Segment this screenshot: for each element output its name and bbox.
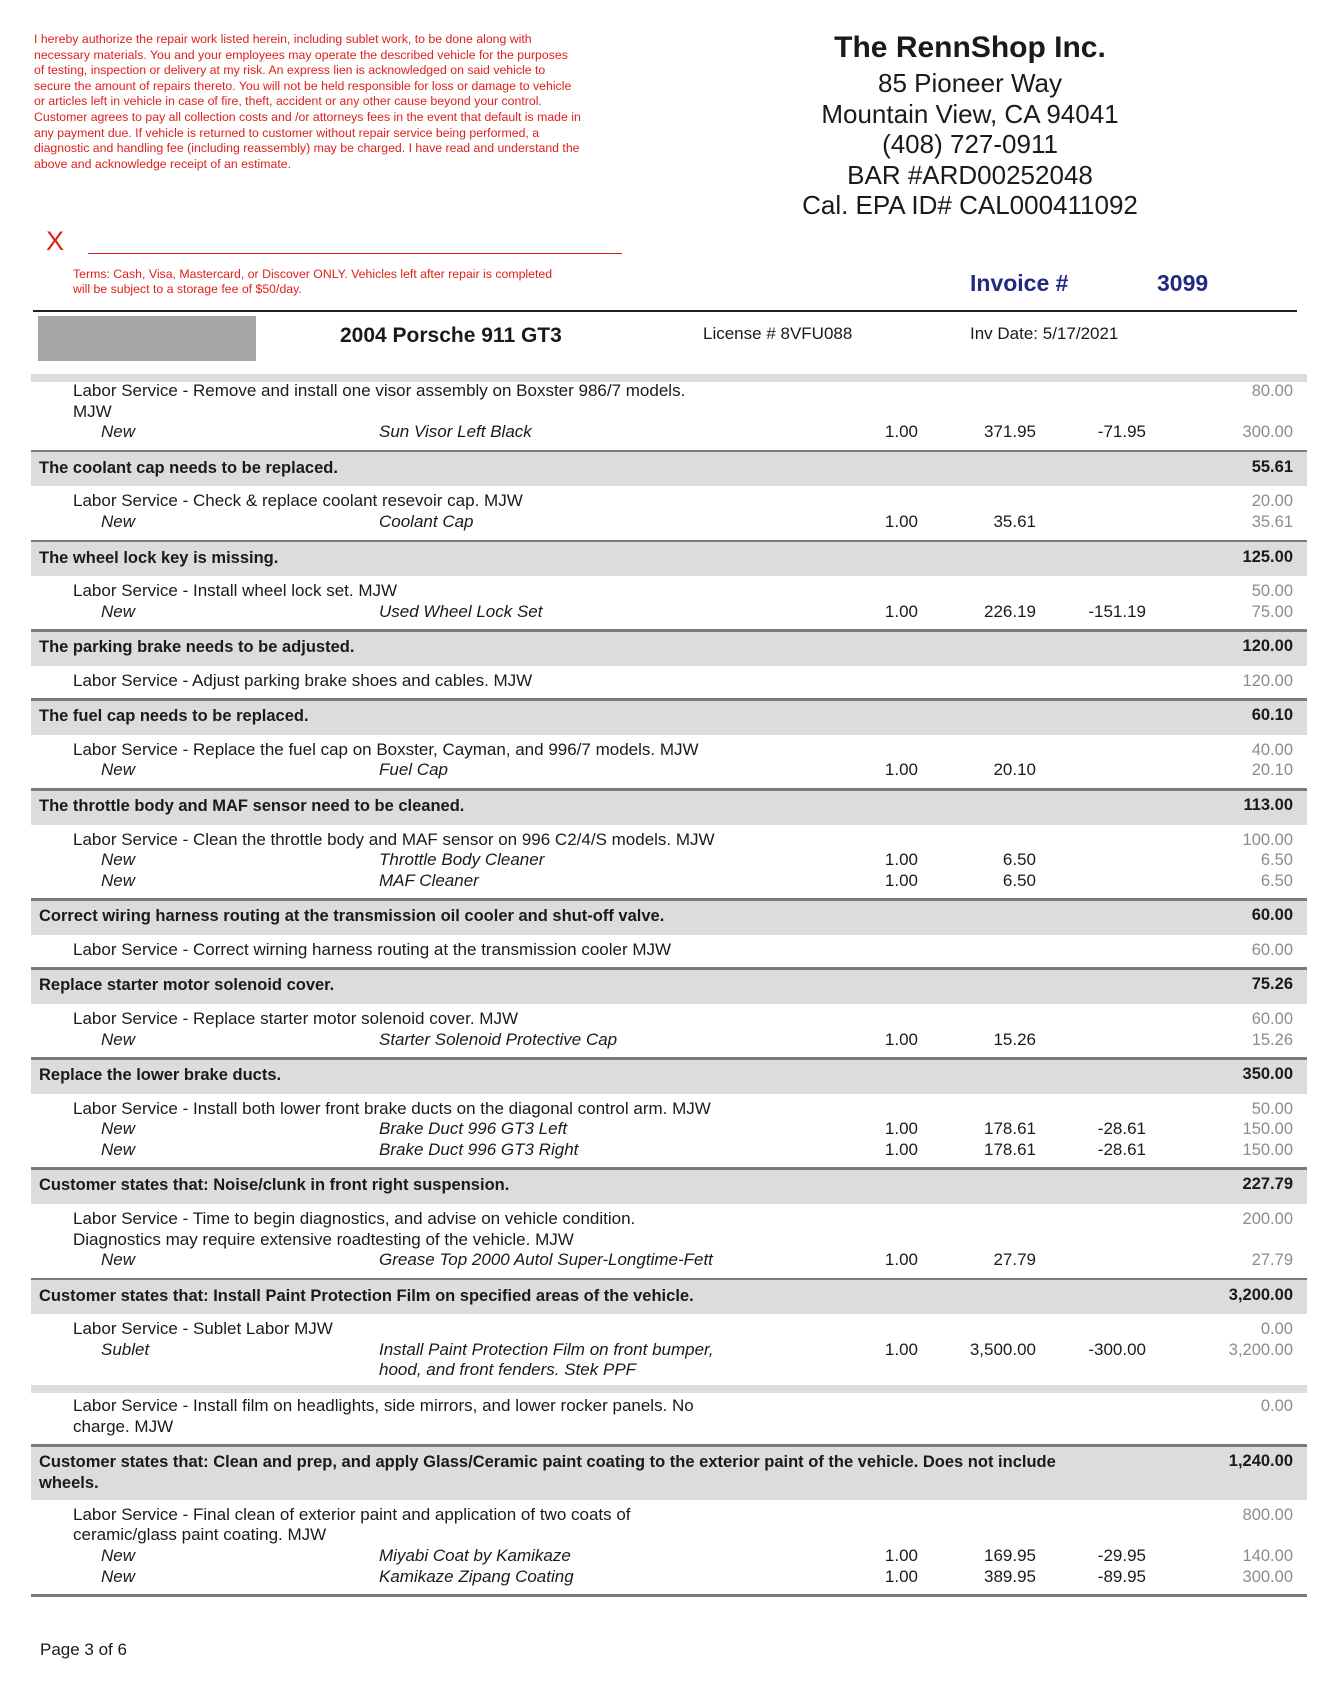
labor-service-line: Labor Service - Final clean of exterior paint and application of two coats of bbox=[73, 1504, 631, 1524]
auth-line: secure the amount of repairs thereto. You will not be held responsible for loss or damage to vehicle bbox=[34, 78, 572, 93]
part-amount: 75.00 bbox=[1251, 602, 1293, 621]
part-amount: 150.00 bbox=[1242, 1120, 1293, 1139]
part-description: Starter Solenoid Protective Cap bbox=[379, 1029, 618, 1049]
part-type: New bbox=[101, 511, 136, 531]
part-description: MAF Cleaner bbox=[379, 870, 479, 890]
section-total: 120.00 bbox=[1242, 637, 1293, 656]
labor-amount: 100.00 bbox=[1242, 830, 1293, 849]
section-total: 227.79 bbox=[1242, 1175, 1293, 1194]
auth-line: I hereby authorize the repair work listed herein, including sublet work, to be done along with bbox=[34, 32, 532, 46]
part-amount: 6.50 bbox=[1260, 871, 1293, 890]
part-price: 178.61 bbox=[984, 1119, 1036, 1139]
company-header bbox=[740, 28, 1200, 221]
part-discount: -300.00 bbox=[1088, 1339, 1146, 1359]
section-total: 75.26 bbox=[1251, 975, 1293, 994]
company-address: 85 Pioneer Way bbox=[877, 68, 1063, 98]
part-price: 6.50 bbox=[1002, 850, 1036, 870]
part-amount: 3,200.00 bbox=[1228, 1340, 1293, 1359]
labor-service-line: ceramic/glass paint coating. MJW bbox=[73, 1525, 327, 1545]
part-description: Throttle Body Cleaner bbox=[379, 850, 545, 870]
part-price: 27.79 bbox=[993, 1250, 1036, 1270]
part-quantity: 1.00 bbox=[884, 1250, 918, 1270]
part-type: New bbox=[101, 422, 136, 442]
page-number: Page 3 of 6 bbox=[40, 1640, 127, 1659]
section-title: Customer states that: Clean and prep, and apply Glass/Ceramic paint coating to the exterior paint of the vehicle. Does not include bbox=[39, 1453, 1056, 1472]
signature-mark: X bbox=[46, 226, 65, 256]
section-title: The throttle body and MAF sensor need to be cleaned. bbox=[39, 797, 465, 815]
section-title: Customer states that: Noise/clunk in front right suspension. bbox=[39, 1176, 510, 1195]
part-quantity: 1.00 bbox=[884, 1566, 918, 1586]
part-type: New bbox=[101, 1250, 136, 1270]
part-quantity: 1.00 bbox=[884, 1139, 918, 1159]
part-discount: -151.19 bbox=[1088, 601, 1146, 621]
labor-service-line: Labor Service - Sublet Labor MJW bbox=[73, 1319, 333, 1339]
part-type: New bbox=[101, 1566, 136, 1586]
part-quantity: 1.00 bbox=[884, 1119, 918, 1139]
labor-service-line: Labor Service - Remove and install one visor assembly on Boxster 986/7 models. bbox=[73, 381, 686, 400]
invoice-date: Inv Date: 5/17/2021 bbox=[970, 324, 1119, 343]
part-discount: -28.61 bbox=[1097, 1119, 1146, 1139]
part-amount: 20.10 bbox=[1251, 761, 1293, 780]
labor-service-line: Labor Service - Install both lower front brake ducts on the diagonal control arm. MJW bbox=[73, 1098, 711, 1118]
labor-service-line: MJW bbox=[73, 401, 112, 421]
section-title: The coolant cap needs to be replaced. bbox=[39, 458, 338, 477]
section-total: 3,200.00 bbox=[1228, 1285, 1293, 1304]
part-amount: 27.79 bbox=[1251, 1251, 1293, 1270]
part-quantity: 1.00 bbox=[884, 1545, 918, 1565]
auth-line: necessary materials. You and your employees may operate the described vehicle for the purposes bbox=[34, 47, 568, 62]
part-quantity: 1.00 bbox=[884, 422, 918, 442]
section-title: The wheel lock key is missing. bbox=[39, 548, 279, 567]
labor-amount: 200.00 bbox=[1242, 1209, 1293, 1228]
auth-line: of testing, inspection or delivery at my risk. An express lien is acknowledged on said vehicle to bbox=[34, 63, 546, 78]
labor-amount: 800.00 bbox=[1242, 1505, 1293, 1524]
company-phone: (408) 727-0911 bbox=[882, 129, 1058, 159]
part-amount: 35.61 bbox=[1251, 512, 1293, 531]
part-amount: 6.50 bbox=[1260, 851, 1293, 870]
auth-line: or articles left in vehicle in case of fire, theft, accident or any other cause beyond your control. bbox=[34, 94, 542, 109]
part-amount: 15.26 bbox=[1251, 1030, 1293, 1049]
labor-amount: 120.00 bbox=[1242, 671, 1293, 690]
labor-service-line: Labor Service - Check & replace coolant resevoir cap. MJW bbox=[73, 491, 523, 511]
company-epa-id: Cal. EPA ID# CAL000411092 bbox=[802, 190, 1138, 220]
labor-service-line: Labor Service - Install film on headlights, side mirrors, and lower rocker panels. No bbox=[73, 1396, 694, 1415]
part-quantity: 1.00 bbox=[884, 760, 918, 780]
company-bar-number: BAR #ARD00252048 bbox=[847, 159, 1093, 190]
part-type: New bbox=[101, 850, 136, 870]
company-name: The RennShop Inc. bbox=[834, 31, 1106, 64]
labor-service-line: charge. MJW bbox=[73, 1416, 174, 1436]
section-total: 60.10 bbox=[1251, 706, 1293, 725]
part-description: Coolant Cap bbox=[379, 511, 474, 531]
labor-amount: 60.00 bbox=[1251, 1009, 1293, 1028]
part-discount: -29.95 bbox=[1097, 1545, 1146, 1565]
signature-line[interactable] bbox=[88, 253, 622, 254]
part-description: Fuel Cap bbox=[379, 760, 448, 780]
part-price: 20.10 bbox=[993, 760, 1036, 780]
part-type: New bbox=[101, 870, 136, 890]
part-type: Sublet bbox=[101, 1339, 150, 1359]
invoice-number: 3099 bbox=[1157, 270, 1209, 296]
section-band bbox=[31, 1385, 1307, 1393]
labor-amount: 0.00 bbox=[1260, 1320, 1293, 1339]
labor-service-line: Labor Service - Correct wirning harness routing at the transmission cooler MJW bbox=[73, 939, 672, 959]
auth-line: above and acknowledge receipt of an estimate. bbox=[34, 156, 292, 171]
part-description: Brake Duct 996 GT3 Right bbox=[379, 1139, 579, 1159]
terms-line: will be subject to a storage fee of $50/day. bbox=[73, 282, 302, 297]
part-description: Sun Visor Left Black bbox=[379, 422, 532, 442]
part-discount: -71.95 bbox=[1097, 422, 1146, 442]
header-divider bbox=[33, 310, 1297, 312]
part-quantity: 1.00 bbox=[884, 601, 918, 621]
part-description: Grease Top 2000 Autol Super-Longtime-Fett bbox=[379, 1250, 713, 1270]
part-amount: 300.00 bbox=[1242, 1567, 1293, 1586]
part-type: New bbox=[101, 601, 136, 621]
part-price: 15.26 bbox=[993, 1029, 1036, 1049]
part-price: 6.50 bbox=[1002, 870, 1036, 890]
part-quantity: 1.00 bbox=[884, 511, 918, 531]
labor-amount: 20.00 bbox=[1251, 492, 1293, 511]
section-title: Replace the lower brake ducts. bbox=[39, 1066, 282, 1085]
section-title: Correct wiring harness routing at the transmission oil cooler and shut-off valve. bbox=[39, 907, 665, 926]
part-amount: 300.00 bbox=[1242, 423, 1293, 442]
labor-service-line: Labor Service - Replace starter motor solenoid cover. MJW bbox=[73, 1008, 519, 1028]
company-city: Mountain View, CA 94041 bbox=[821, 98, 1119, 129]
part-description: Used Wheel Lock Set bbox=[379, 601, 543, 621]
section-title: wheels. bbox=[39, 1474, 99, 1493]
redacted-customer-box bbox=[38, 316, 256, 361]
part-price: 35.61 bbox=[993, 511, 1036, 531]
part-type: New bbox=[101, 1139, 136, 1159]
labor-amount: 0.00 bbox=[1260, 1397, 1293, 1415]
license-number: License # 8VFU088 bbox=[703, 324, 853, 343]
part-price: 169.95 bbox=[984, 1545, 1036, 1565]
invoice-label: Invoice # bbox=[970, 270, 1069, 296]
part-type: New bbox=[101, 760, 136, 780]
part-price: 389.95 bbox=[984, 1566, 1036, 1586]
section-title: Customer states that: Install Paint Protection Film on specified areas of the vehicle. bbox=[39, 1286, 694, 1305]
payment-terms bbox=[73, 267, 552, 298]
part-description: hood, and front fenders. Stek PPF bbox=[379, 1360, 637, 1380]
labor-service-line: Labor Service - Adjust parking brake shoes and cables. MJW bbox=[73, 670, 533, 690]
terms-line: Terms: Cash, Visa, Mastercard, or Discover ONLY. Vehicles left after repair is completed bbox=[73, 267, 553, 281]
part-quantity: 1.00 bbox=[884, 1029, 918, 1049]
section-rule bbox=[31, 1594, 1307, 1597]
section-total: 1,240.00 bbox=[1228, 1452, 1293, 1471]
part-amount: 150.00 bbox=[1242, 1140, 1293, 1159]
section-title: Replace starter motor solenoid cover. bbox=[39, 976, 335, 995]
part-type: New bbox=[101, 1029, 136, 1049]
part-description: Miyabi Coat by Kamikaze bbox=[379, 1545, 571, 1565]
authorization-text bbox=[34, 32, 654, 172]
section-title: The parking brake needs to be adjusted. bbox=[39, 638, 355, 657]
part-type: New bbox=[101, 1545, 136, 1565]
section-total: 113.00 bbox=[1243, 796, 1293, 814]
labor-amount: 80.00 bbox=[1251, 382, 1293, 400]
auth-line: diagnostic and handling fee (including reassembly) may be charged. I have read and understand the bbox=[34, 141, 580, 156]
part-price: 226.19 bbox=[984, 601, 1036, 621]
labor-service-line: Labor Service - Replace the fuel cap on Boxster, Cayman, and 996/7 models. MJW bbox=[73, 739, 699, 759]
part-description: Brake Duct 996 GT3 Left bbox=[379, 1119, 568, 1139]
part-amount: 140.00 bbox=[1242, 1546, 1293, 1565]
part-quantity: 1.00 bbox=[884, 850, 918, 870]
auth-line: Customer agrees to pay all collection costs and /or attorneys fees in the event that default is made in bbox=[34, 109, 581, 124]
part-quantity: 1.00 bbox=[884, 1339, 918, 1359]
labor-amount: 50.00 bbox=[1251, 1099, 1293, 1118]
part-price: 3,500.00 bbox=[969, 1339, 1036, 1359]
labor-amount: 40.00 bbox=[1251, 740, 1293, 759]
part-price: 178.61 bbox=[984, 1139, 1036, 1159]
part-discount: -89.95 bbox=[1097, 1566, 1146, 1586]
section-total: 350.00 bbox=[1242, 1065, 1293, 1084]
part-description: Install Paint Protection Film on front bumper, bbox=[379, 1339, 714, 1359]
labor-service-line: Labor Service - Clean the throttle body and MAF sensor on 996 C2/4/S models. MJW bbox=[73, 829, 715, 849]
part-description: Kamikaze Zipang Coating bbox=[379, 1566, 574, 1586]
auth-line: any payment due. If vehicle is returned to customer without repair service being performed, a bbox=[34, 125, 540, 140]
section-total: 55.61 bbox=[1251, 457, 1293, 476]
section-total: 125.00 bbox=[1242, 547, 1293, 566]
section-title: The fuel cap needs to be replaced. bbox=[39, 707, 309, 726]
part-discount: -28.61 bbox=[1097, 1139, 1146, 1159]
part-quantity: 1.00 bbox=[884, 870, 918, 890]
labor-amount: 60.00 bbox=[1251, 940, 1293, 959]
labor-service-line: Labor Service - Time to begin diagnostics, and advise on vehicle condition. bbox=[73, 1208, 636, 1228]
labor-amount: 50.00 bbox=[1251, 582, 1293, 600]
vehicle-description: 2004 Porsche 911 GT3 bbox=[340, 324, 562, 347]
part-price: 371.95 bbox=[984, 422, 1036, 442]
section-total: 60.00 bbox=[1251, 906, 1293, 925]
labor-service-line: Diagnostics may require extensive roadtesting of the vehicle. MJW bbox=[73, 1229, 574, 1249]
labor-service-line: Labor Service - Install wheel lock set. MJW bbox=[73, 581, 398, 600]
part-type: New bbox=[101, 1119, 136, 1139]
